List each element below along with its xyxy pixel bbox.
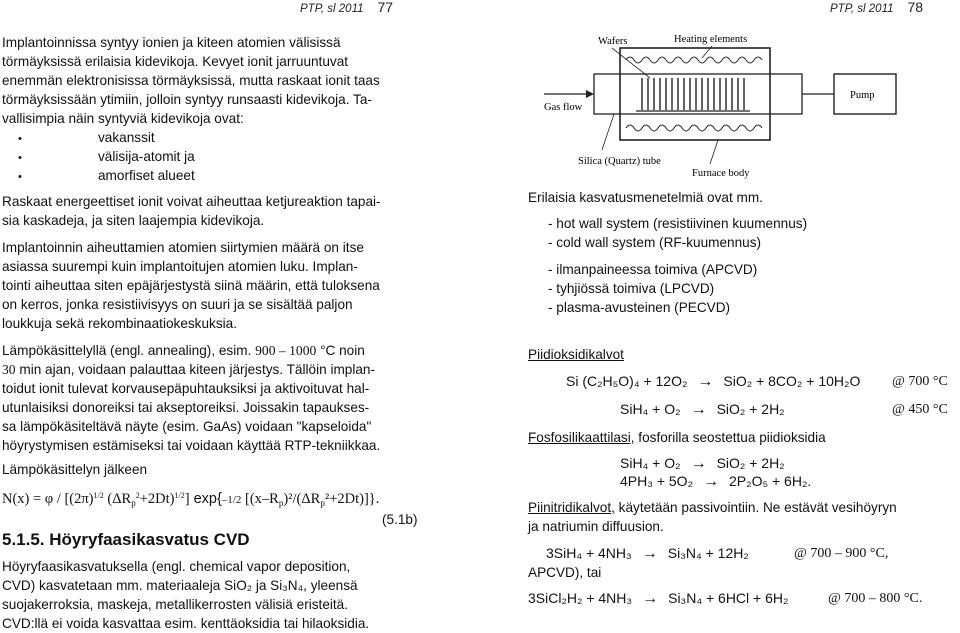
- heating-elements-graphic: [626, 57, 762, 131]
- paragraph-cvd: [2, 557, 369, 633]
- label-furnace-body: Furnace body: [692, 168, 750, 179]
- left-page: [0, 0, 450, 633]
- text-line: suojakerroksia, maskeja, metallikerrosten välisiä eristeitä.: [2, 597, 349, 612]
- text-line: vallisimpia näin syntyviä kidevikoja ovat:: [2, 111, 244, 126]
- reaction-condition: @ 700 °C: [892, 374, 948, 389]
- paragraph-cascade: [2, 192, 381, 230]
- reaction-nitride-1: 3SiH₄ + 4NH₃ → Si₃N₄ + 12H₂: [546, 545, 749, 562]
- page-header: [830, 0, 923, 19]
- nitride-paragraph: Piinitridikalvot, käytetään passivointiin. Ne estävät vesihöyryn ja natriumin diffuusion.: [528, 500, 897, 534]
- bullet: •: [18, 171, 22, 183]
- psg-line: Fosfosilikaattilasi, fosforilla seostettua piidioksidia: [528, 430, 826, 445]
- list-item: - hot wall system (resistiivinen kuumennus): [548, 216, 808, 231]
- header-text: PTP, sl 2011: [830, 3, 894, 15]
- text-line: Lämpökäsittelyllä (engl. annealing), esim. 900 – 1000 °C noin: [2, 343, 365, 358]
- list-item: - tyhjiössä toimiva (LPCVD): [548, 281, 715, 296]
- reaction-condition: @ 700 – 800 °C.: [828, 591, 923, 606]
- text-line: CVD) kasvatetaan mm. materiaaleja SiO₂ ja Si₃N₄, yleensä: [2, 578, 358, 593]
- text-line: sia kaskadeja, ja siten laajempia kidevikoja.: [2, 213, 265, 228]
- text-line: CVD:llä ei voida kasvattaa esim. kenttäoksidia tai hilaoksidia.: [2, 616, 370, 631]
- heating-list: [548, 214, 807, 252]
- text-line: Implantoinnin aiheuttamien atomien siirtymien määrä on itse: [2, 240, 364, 255]
- label-heating-elements: Heating elements: [674, 34, 748, 45]
- list-item: - cold wall system (RF-kuumennus): [548, 235, 762, 250]
- reaction-teos: Si (C₂H₅O)₄ + 12O₂ → SiO₂ + 8CO₂ + 10H₂O: [566, 373, 861, 390]
- header-text: PTP, sl 2011: [300, 3, 364, 15]
- methods-intro: Erilaisia kasvatusmenetelmiä ovat mm.: [528, 190, 763, 205]
- page-number: 77: [377, 0, 394, 15]
- reaction-psg-1: SiH₄ + O₂ → SiO₂ + 2H₂: [620, 455, 785, 472]
- label-pump: Pump: [850, 90, 875, 101]
- reaction-condition: @ 450 °C: [892, 402, 948, 417]
- text-line: höyrystymisen estämiseksi tai voidaan käyttää RTP-tekniikkaa.: [2, 438, 381, 453]
- bullet: •: [18, 133, 22, 145]
- text-line: utunlaisiksi donoreiksi tai akseptoreiksi. Joissakin tapaukses-: [2, 400, 370, 415]
- text-line: tointi aiheuttaa siten epäjärjestystä siinä määrin, että tuloksena: [2, 278, 380, 293]
- subheading-oxide: Piidioksidikalvot: [528, 347, 624, 362]
- bullet: •: [18, 152, 22, 164]
- apcvd-note: APCVD), tai: [528, 565, 602, 580]
- paragraph-defects: [2, 33, 380, 128]
- text-line: asiassa suurempi kuin implantoitujen atomien luku. Implan-: [2, 259, 358, 274]
- text-line: Raskaat energeettiset ionit voivat aiheuttaa ketjureaktion tapai-: [2, 194, 381, 209]
- right-page: [490, 0, 960, 633]
- text-line: sa lämpökäsiteltävä näyte (esim. GaAs) voidaan "kapseloida": [2, 419, 372, 434]
- paragraph-displacement: [2, 238, 380, 333]
- arrow-icon: →: [697, 373, 714, 390]
- annealing-caption: Lämpökäsittelyn jälkeen: [2, 462, 148, 477]
- arrow-icon: →: [642, 590, 659, 607]
- text-line: on kerros, jonka resistiivisyys on suuri ja se sisältää paljon: [2, 297, 353, 312]
- text-line: Höyryfaasikasvatuksella (engl. chemical vapor deposition,: [2, 559, 351, 574]
- label-quartz-tube: Silica (Quartz) tube: [578, 156, 661, 167]
- list-item: välisija-atomit ja: [98, 149, 195, 164]
- list-item: amorfiset alueet: [98, 168, 195, 183]
- section-heading: 5.1.5. Höyryfaasikasvatus CVD: [2, 530, 250, 549]
- equation-5-1b: $N(x) = \varphi / [(2\pi)^{1/2}$ $(\Delta R_p^2+2Dt)^{1/2}$] exp{–1/2 $[(x-R_p)^2/(\Delta R_p^2+2Dt)]$}.: [2, 491, 380, 508]
- text-line: loukkuja sekä rekombinaatiokeskuksia.: [2, 316, 237, 331]
- list-item: - ilmanpaineessa toimiva (APCVD): [548, 262, 758, 277]
- list-item: vakanssit: [98, 130, 155, 145]
- label-gas-flow: Gas flow: [544, 102, 583, 113]
- list-item: - plasma-avusteinen (PECVD): [548, 300, 731, 315]
- arrow-icon: →: [690, 455, 707, 472]
- text-line: Implantoinnissa syntyy ionien ja kiteen atomien välisissä: [2, 35, 341, 50]
- text-line: törmäyksissään ytimiin, jolloin syntyy runsaasti kidevikoja. Ta-: [2, 92, 372, 107]
- wafers-graphic: [642, 78, 744, 110]
- cvd-furnace-diagram: [542, 30, 902, 180]
- text-line: enemmän elektronisissa törmäyksissä, mutta raskaat ionit taas: [2, 73, 380, 88]
- arrow-icon: →: [641, 545, 658, 562]
- text-line: toidut ionit tulevat korvausepäpuhtauksiksi ja aktivoituvat hal-: [2, 381, 370, 396]
- label-wafers: Wafers: [598, 36, 628, 47]
- pressure-list: [548, 260, 757, 317]
- reaction-silane-oxide: SiH₄ + O₂ → SiO₂ + 2H₂: [620, 401, 785, 418]
- page-header: [300, 0, 393, 19]
- text-line: törmäyksissä erilaisia kidevikoja. Kevyet ionit jarruuntuvat: [2, 54, 349, 69]
- equation-number: (5.1b): [382, 512, 418, 527]
- page-number: 78: [907, 0, 924, 15]
- reaction-psg-2: 4PH₃ + 5O₂ → 2P₂O₅ + 6H₂.: [620, 473, 812, 490]
- arrow-icon: →: [703, 473, 720, 490]
- text-line: 30 min ajan, voidaan palauttaa kiteen järjestys. Tällöin implan-: [2, 362, 376, 377]
- reaction-nitride-2: 3SiCl₂H₂ + 4NH₃ → Si₃N₄ + 6HCl + 6H₂: [528, 590, 789, 607]
- reaction-condition: @ 700 – 900 °C,: [794, 546, 889, 561]
- paragraph-annealing: [2, 341, 380, 455]
- arrow-icon: →: [690, 401, 707, 418]
